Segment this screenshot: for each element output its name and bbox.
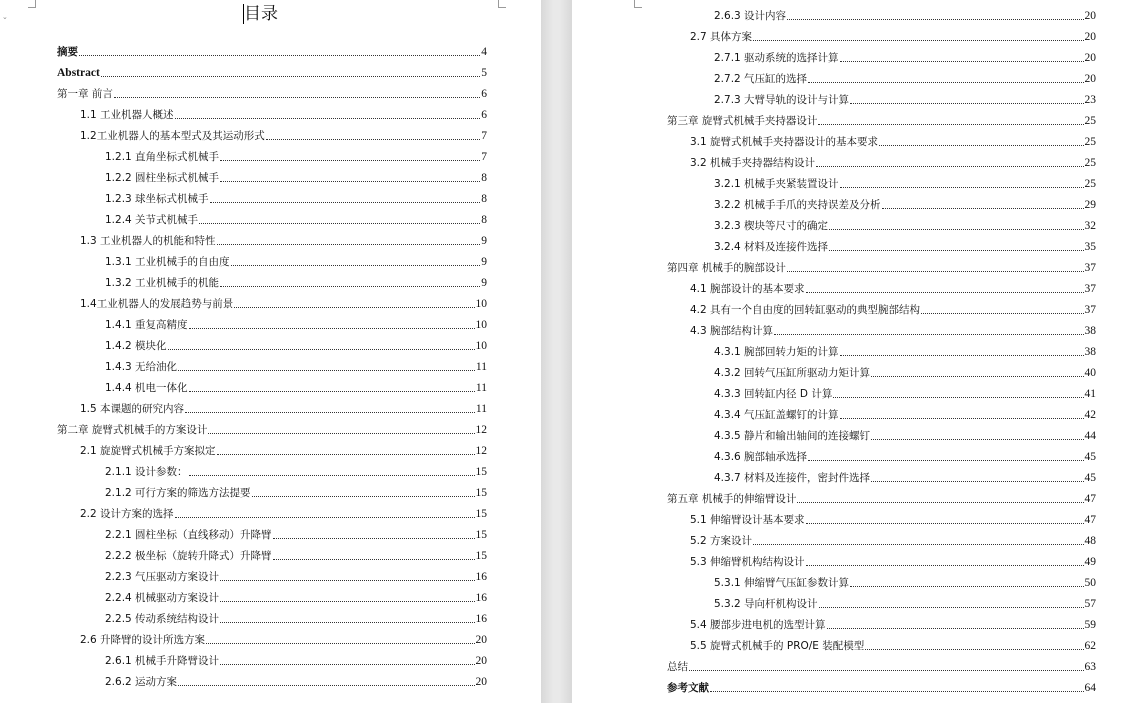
toc-entry-page: 47	[1084, 514, 1096, 526]
toc-entry-page: 11	[475, 382, 487, 394]
toc-leader	[806, 565, 1084, 566]
toc-leader	[185, 412, 475, 413]
toc-entry-page: 59	[1084, 619, 1096, 631]
toc-entry[interactable]	[690, 28, 1096, 44]
toc-leader	[217, 244, 481, 245]
toc-entry[interactable]	[105, 253, 487, 269]
toc-leader	[808, 460, 1083, 461]
toc-entry-page: 11	[475, 403, 487, 415]
toc-entry[interactable]	[714, 385, 1096, 401]
toc-leader	[178, 685, 474, 686]
toc-entry[interactable]	[714, 364, 1096, 380]
toc-entry[interactable]	[105, 316, 487, 332]
toc-entry[interactable]	[690, 616, 1096, 632]
toc-entry-page: 11	[475, 361, 487, 373]
toc-leader	[829, 229, 1083, 230]
toc-entry-page: 45	[1084, 472, 1096, 484]
toc-entry[interactable]	[714, 469, 1096, 485]
toc-entry-page: 38	[1084, 325, 1096, 337]
crop-mark	[28, 0, 36, 8]
toc-entry-page: 5	[481, 67, 487, 79]
toc-entry-page: 37	[1084, 262, 1096, 274]
toc-entry-text: 4.3.1 腕部回转力矩的计算	[714, 346, 839, 358]
toc-entry-text: 2.1.1 设计参数：	[105, 466, 188, 478]
toc-entry-page: 49	[1084, 556, 1096, 568]
toc-entry-text: 1.2.1 直角坐标式机械手	[105, 151, 220, 163]
toc-entry-page: 23	[1084, 94, 1096, 106]
toc-leader	[850, 103, 1083, 104]
toc-entry-page: 9	[481, 235, 487, 247]
toc-entry-page: 16	[475, 613, 487, 625]
toc-entry-page: 63	[1084, 661, 1096, 673]
toc-entry-text: 2.7.1 驱动系统的选择计算	[714, 52, 839, 64]
toc-leader	[175, 517, 475, 518]
document-page-right	[572, 0, 1126, 703]
toc-entry-text: 2.2.5 传动系统结构设计	[105, 613, 220, 625]
toc-leader	[689, 670, 1084, 671]
toc-entry-text: 1.5 本课题的研究内容	[80, 403, 185, 415]
margin-arrow-icon: ⌄	[2, 13, 8, 21]
toc-leader	[220, 286, 480, 287]
toc-leader	[273, 538, 475, 539]
toc-leader	[266, 139, 481, 140]
toc-leader	[871, 439, 1083, 440]
toc-entry-page: 25	[1084, 115, 1096, 127]
toc-entry-page: 10	[475, 298, 487, 310]
toc-entry-page: 15	[475, 529, 487, 541]
toc-entry-text: 5.3 伸缩臂机构结构设计	[690, 556, 805, 568]
toc-leader	[114, 97, 480, 98]
toc-entry-text: 5.1 伸缩臂设计基本要求	[690, 514, 805, 526]
toc-entry-page: 20	[475, 655, 487, 667]
toc-entry-text: 3.1 旋臂式机械手夹持器设计的基本要求	[690, 136, 879, 148]
toc-entry-text: 2.6 升降臂的设计所选方案	[80, 634, 206, 646]
toc-entry[interactable]	[667, 490, 1096, 506]
toc-entry-page: 15	[475, 550, 487, 562]
toc-entry[interactable]	[80, 442, 487, 458]
toc-leader	[710, 691, 1084, 692]
toc-entry-page: 20	[1084, 31, 1096, 43]
toc-entry[interactable]	[714, 91, 1096, 107]
toc-entry-page: 6	[481, 88, 487, 100]
toc-leader	[79, 55, 480, 56]
toc-entry-text: 3.2 机械手夹持器结构设计	[690, 157, 816, 169]
toc-leader	[840, 61, 1084, 62]
toc-entry[interactable]	[690, 637, 1096, 653]
toc-entry-text: 2.2.4 机械驱动方案设计	[105, 592, 220, 604]
toc-leader	[189, 391, 475, 392]
toc-entry-text: 2.1.2 可行方案的筛选方法提要	[105, 487, 251, 499]
toc-entry-text: 1.3.2 工业机械手的机能	[105, 277, 220, 289]
toc-entry-text: 3.2.3 楔块等尺寸的确定	[714, 220, 829, 232]
toc-entry-text: 1.2.4 关节式机械手	[105, 214, 199, 226]
toc-entry-text: 3.2.2 机械手手爪的夹持误差及分析	[714, 199, 881, 211]
toc-entry[interactable]	[714, 343, 1096, 359]
toc-entry[interactable]	[667, 259, 1096, 275]
toc-entry[interactable]	[714, 175, 1096, 191]
toc-leader	[101, 76, 480, 77]
toc-leader	[178, 370, 475, 371]
toc-entry-text: 2.1 旋旋臂式机械手方案拟定	[80, 445, 216, 457]
toc-entry-text: 1.1 工业机器人概述	[80, 109, 174, 121]
toc-entry-text: 5.3.1 伸缩臂气压缸参数计算	[714, 577, 850, 589]
toc-leader	[206, 643, 474, 644]
toc-entry-page: 15	[475, 466, 487, 478]
toc-entry[interactable]	[57, 43, 487, 59]
toc-entry[interactable]	[690, 154, 1096, 170]
toc-entry-page: 44	[1084, 430, 1096, 442]
toc-leader	[827, 628, 1084, 629]
toc-entry-text: 第五章 机械手的伸缩臂设计	[667, 493, 797, 505]
crop-mark	[498, 0, 506, 8]
toc-entry-text: 4.3.2 回转气压缸所驱动力矩计算	[714, 367, 871, 379]
toc-entry-page: 42	[1084, 409, 1096, 421]
toc-entry-page: 16	[475, 592, 487, 604]
toc-entry-text: 2.2 设计方案的选择	[80, 508, 174, 520]
toc-leader	[882, 208, 1084, 209]
toc-entry[interactable]	[714, 427, 1096, 443]
toc-entry-text: 4.3.7 材料及连接件，密封件选择	[714, 472, 871, 484]
toc-entry[interactable]	[690, 322, 1096, 338]
toc-entry-text: 5.4 腰部步进电机的选型计算	[690, 619, 826, 631]
crop-mark	[634, 0, 642, 8]
toc-entry-text: 2.2.3 气压驱动方案设计	[105, 571, 220, 583]
page-gap	[541, 0, 572, 703]
toc-leader	[787, 19, 1083, 20]
toc-entry-text: 1.3.1 工业机械手的自由度	[105, 256, 230, 268]
toc-leader	[840, 187, 1084, 188]
toc-entry[interactable]	[105, 484, 487, 500]
toc-entry-page: 8	[481, 214, 487, 226]
toc-leader	[808, 82, 1083, 83]
toc-leader	[871, 376, 1083, 377]
toc-entry-text: 1.4.2 模块化	[105, 340, 167, 352]
toc-entry-text: 1.3 工业机器人的机能和特性	[80, 235, 216, 247]
toc-leader	[210, 202, 481, 203]
toc-leader	[871, 481, 1083, 482]
toc-leader	[806, 292, 1084, 293]
toc-leader	[220, 664, 474, 665]
toc-entry-text: 4.2 具有一个自由度的回转缸驱动的典型腕部结构	[690, 304, 921, 316]
toc-leader	[840, 355, 1084, 356]
toc-entry-text: 4.3.4 气压缸盖螺钉的计算	[714, 409, 839, 421]
toc-entry-page: 6	[481, 109, 487, 121]
toc-entry-text: 5.3.2 导向杆机构设计	[714, 598, 818, 610]
toc-entry[interactable]	[80, 295, 487, 311]
toc-entry-page: 25	[1084, 178, 1096, 190]
toc-entry-text: 1.4工业机器人的发展趋势与前景	[80, 298, 234, 310]
toc-entry[interactable]	[80, 631, 487, 647]
toc-entry-text: 第三章 旋臂式机械手夹持器设计	[667, 115, 818, 127]
toc-entry-text: 2.7 具体方案	[690, 31, 753, 43]
toc-entry-page: 41	[1084, 388, 1096, 400]
toc-leader	[753, 544, 1083, 545]
toc-leader	[220, 622, 474, 623]
toc-leader	[774, 334, 1083, 335]
toc-entry[interactable]	[80, 400, 487, 416]
toc-entry-text: 1.4.3 无给油化	[105, 361, 178, 373]
toc-entry-text: 1.4.4 机电一体化	[105, 382, 188, 394]
toc-entry-text: 第二章 旋臂式机械手的方案设计	[57, 424, 208, 436]
toc-leader	[921, 313, 1083, 314]
toc-entry-page: 62	[1084, 640, 1096, 652]
toc-entry-text: 4.3 腕部结构计算	[690, 325, 774, 337]
toc-entry[interactable]	[105, 169, 487, 185]
toc-entry[interactable]	[105, 148, 487, 164]
toc-entry[interactable]	[105, 358, 487, 374]
toc-entry[interactable]	[714, 574, 1096, 590]
toc-entry-text: 2.7.2 气压缸的选择	[714, 73, 808, 85]
toc-leader	[168, 349, 475, 350]
toc-entry-page: 47	[1084, 493, 1096, 505]
toc-leader	[753, 40, 1083, 41]
toc-leader	[833, 397, 1083, 398]
toc-entry[interactable]	[667, 112, 1096, 128]
toc-entry[interactable]	[714, 406, 1096, 422]
toc-leader	[840, 418, 1084, 419]
toc-entry-text: 2.2.2 极坐标（旋转升降式）升降臂	[105, 550, 272, 562]
toc-entry-page: 7	[481, 151, 487, 163]
toc-entry-page: 20	[1084, 10, 1096, 22]
toc-entry-text: 摘要	[57, 46, 78, 58]
toc-entry[interactable]	[690, 280, 1096, 296]
toc-entry-text: 2.7.3 大臂导轨的设计与计算	[714, 94, 850, 106]
toc-entry-text: 5.2 方案设计	[690, 535, 753, 547]
toc-leader	[273, 559, 475, 560]
toc-entry-text: 4.3.3 回转缸内径 D 计算	[714, 388, 833, 400]
toc-entry[interactable]	[714, 70, 1096, 86]
toc-entry-page: 12	[475, 445, 487, 457]
toc-entry[interactable]	[667, 658, 1096, 674]
toc-leader	[879, 145, 1083, 146]
toc-entry-page: 35	[1084, 241, 1096, 253]
toc-leader	[220, 160, 480, 161]
toc-leader	[850, 586, 1083, 587]
toc-entry-page: 8	[481, 172, 487, 184]
toc-leader	[234, 307, 474, 308]
toc-entry-page: 50	[1084, 577, 1096, 589]
toc-entry-page: 25	[1084, 136, 1096, 148]
toc-entry[interactable]	[690, 133, 1096, 149]
toc-entry[interactable]	[714, 595, 1096, 611]
toc-entry-page: 20	[475, 676, 487, 688]
toc-entry-page: 25	[1084, 157, 1096, 169]
toc-entry[interactable]	[690, 511, 1096, 527]
toc-leader	[220, 601, 474, 602]
toc-entry-text: 第四章 机械手的腕部设计	[667, 262, 786, 274]
toc-leader	[220, 580, 474, 581]
toc-entry[interactable]	[690, 553, 1096, 569]
toc-entry[interactable]	[105, 274, 487, 290]
toc-leader	[189, 475, 475, 476]
toc-leader	[220, 181, 480, 182]
toc-entry-page: 9	[481, 277, 487, 289]
toc-entry-text: 2.6.3 设计内容	[714, 10, 787, 22]
toc-leader	[816, 166, 1083, 167]
toc-entry-text: 1.2.3 球坐标式机械手	[105, 193, 209, 205]
toc-entry-page: 8	[481, 193, 487, 205]
toc-entry-page: 4	[481, 46, 487, 58]
toc-leader	[217, 454, 475, 455]
toc-entry-page: 37	[1084, 304, 1096, 316]
toc-entry[interactable]	[57, 85, 487, 101]
toc-entry[interactable]	[714, 7, 1096, 23]
toc-leader	[175, 118, 481, 119]
toc-entry-text: 5.5 旋臂式机械手的 PRO/E 装配模型	[690, 640, 865, 652]
toc-entry[interactable]	[714, 448, 1096, 464]
toc-entry[interactable]	[690, 301, 1096, 317]
toc-entry-page: 38	[1084, 346, 1096, 358]
toc-entry-text: 1.2工业机器人的基本型式及其运动形式	[80, 130, 265, 142]
toc-leader	[818, 124, 1083, 125]
toc-entry[interactable]	[105, 211, 487, 227]
toc-entry-text: 1.4.1 重复高精度	[105, 319, 188, 331]
toc-entry-page: 12	[475, 424, 487, 436]
toc-entry-page: 32	[1084, 220, 1096, 232]
toc-leader	[787, 271, 1084, 272]
toc-entry[interactable]	[80, 106, 487, 122]
toc-entry[interactable]	[105, 337, 487, 353]
toc-entry-page: 7	[481, 130, 487, 142]
toc-entry-text: 第一章 前言	[57, 88, 113, 100]
toc-entry-page: 57	[1084, 598, 1096, 610]
toc-entry[interactable]	[105, 463, 487, 479]
toc-entry-text: 3.2.1 机械手夹紧装置设计	[714, 178, 839, 190]
toc-entry[interactable]	[105, 673, 487, 689]
toc-entry-page: 9	[481, 256, 487, 268]
toc-entry-text: Abstract	[57, 67, 100, 79]
toc-entry-page: 20	[1084, 52, 1096, 64]
toc-entry[interactable]	[714, 238, 1096, 254]
toc-entry[interactable]	[690, 532, 1096, 548]
document-page-left	[0, 0, 541, 703]
toc-leader	[865, 649, 1083, 650]
toc-leader	[199, 223, 480, 224]
toc-entry-text: 2.6.1 机械手升降臂设计	[105, 655, 220, 667]
toc-entry-page: 37	[1084, 283, 1096, 295]
toc-entry[interactable]	[714, 196, 1096, 212]
toc-entry[interactable]	[714, 49, 1096, 65]
toc-leader	[819, 607, 1084, 608]
toc-leader	[806, 523, 1084, 524]
toc-leader	[829, 250, 1083, 251]
toc-entry-page: 10	[475, 340, 487, 352]
toc-entry-page: 45	[1084, 451, 1096, 463]
toc-entry[interactable]	[105, 610, 487, 626]
toc-leader	[231, 265, 481, 266]
toc-entry[interactable]	[80, 505, 487, 521]
toc-entry[interactable]	[105, 652, 487, 668]
toc-entry[interactable]	[80, 127, 487, 143]
toc-entry[interactable]	[105, 547, 487, 563]
toc-entry-page: 48	[1084, 535, 1096, 547]
toc-entry[interactable]	[105, 379, 487, 395]
toc-entry[interactable]	[714, 217, 1096, 233]
toc-entry-page: 20	[1084, 73, 1096, 85]
toc-entry-text: 1.2.2 圆柱坐标式机械手	[105, 172, 220, 184]
toc-entry[interactable]	[105, 589, 487, 605]
toc-entry-text: 2.6.2 运动方案	[105, 676, 178, 688]
toc-entry-page: 40	[1084, 367, 1096, 379]
toc-entry[interactable]	[80, 232, 487, 248]
toc-leader	[797, 502, 1083, 503]
toc-entry-text: 总结	[667, 661, 688, 673]
toc-entry-page: 20	[475, 634, 487, 646]
toc-entry-page: 10	[475, 319, 487, 331]
toc-entry-text: 4.3.5 静片和输出轴间的连接螺钉	[714, 430, 871, 442]
toc-entry[interactable]	[57, 64, 487, 80]
toc-title: 目录	[244, 4, 278, 24]
toc-entry[interactable]	[105, 568, 487, 584]
toc-leader	[208, 433, 474, 434]
toc-entry-text: 3.2.4 材料及连接件选择	[714, 241, 829, 253]
toc-entry-text: 参考文献	[667, 682, 709, 694]
toc-entry-text: 4.1 腕部设计的基本要求	[690, 283, 805, 295]
toc-entry-text: 2.2.1 圆柱坐标（直线移动）升降臂	[105, 529, 272, 541]
toc-leader	[189, 328, 475, 329]
toc-entry-page: 16	[475, 571, 487, 583]
toc-entry-page: 15	[475, 508, 487, 520]
toc-entry-page: 64	[1084, 682, 1096, 694]
toc-entry[interactable]	[105, 526, 487, 542]
toc-entry[interactable]	[667, 679, 1096, 695]
toc-leader	[252, 496, 475, 497]
toc-entry[interactable]	[105, 190, 487, 206]
toc-entry-page: 15	[475, 487, 487, 499]
toc-entry-page: 29	[1084, 199, 1096, 211]
toc-entry-text: 4.3.6 腕部轴承选择	[714, 451, 808, 463]
toc-entry[interactable]	[57, 421, 487, 437]
